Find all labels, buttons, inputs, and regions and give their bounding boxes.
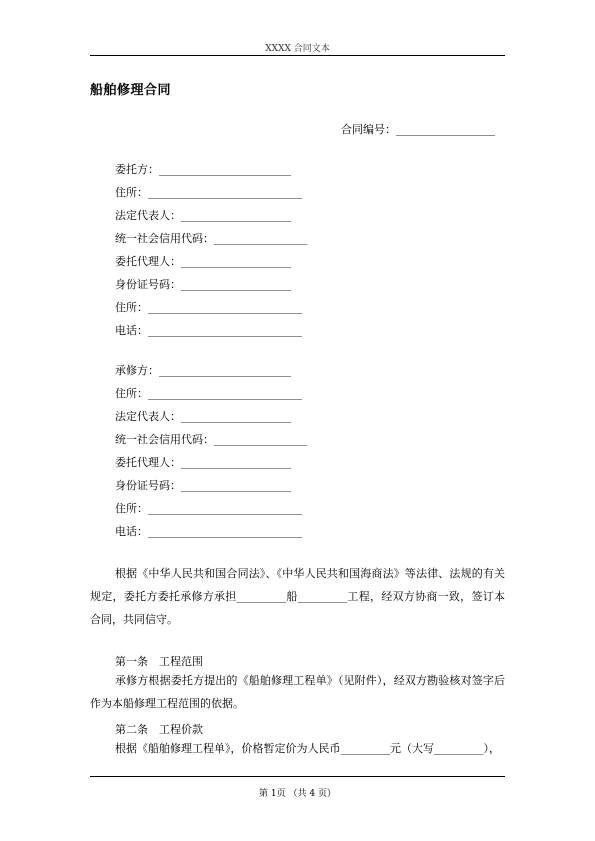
contractor-phone-field: 电话：____________________________ xyxy=(115,525,302,538)
page-header: XXXX 合同文本 xyxy=(265,44,330,54)
contractor-address-field: 住所：____________________________ xyxy=(115,387,302,400)
header-divider xyxy=(90,55,505,56)
footer-divider xyxy=(90,776,505,777)
client-phone-field: 电话：____________________________ xyxy=(115,324,302,337)
article-1-heading: 第一条 工程范围 xyxy=(115,655,203,668)
client-id-field: 身份证号码：____________________ xyxy=(115,278,291,291)
contract-number-field: 合同编号：__________________ xyxy=(341,123,495,136)
contractor-address2-field: 住所：____________________________ xyxy=(115,502,302,515)
intro-paragraph: 根据《中华人民共和国合同法》、《中华人民共和国海商法》等法律、法规的有关规定，委托方委托承修方承担_________船_________工程，经双方协商一致，签订本合同，共同信守。 xyxy=(90,567,505,626)
contractor-legal-rep-field: 法定代表人：____________________ xyxy=(115,410,291,423)
contractor-id-field: 身份证号码：____________________ xyxy=(115,479,291,492)
article-1-body: 承修方根据委托方提出的《船舶修理工程单》（见附件），经双方勘验核对签字后作为本船修理工程范围的依据。 xyxy=(90,674,505,710)
document-title: 船舶修理合同 xyxy=(90,83,172,98)
article-2-heading: 第二条 工程价款 xyxy=(115,723,203,736)
client-legal-rep-field: 法定代表人：____________________ xyxy=(115,209,291,222)
article-2-body: 根据《船舶修理工程单》，价格暂定价为人民币_________元（大写_________）， xyxy=(115,742,500,755)
contractor-credit-code-field: 统一社会信用代码：_________________ xyxy=(115,433,308,446)
client-credit-code-field: 统一社会信用代码：_________________ xyxy=(115,232,308,245)
client-party-field: 委托方：________________________ xyxy=(115,163,291,176)
contractor-agent-field: 委托代理人：____________________ xyxy=(115,456,291,469)
client-agent-field: 委托代理人：____________________ xyxy=(115,255,291,268)
client-address2-field: 住所：____________________________ xyxy=(115,301,302,314)
client-address-field: 住所：____________________________ xyxy=(115,186,302,199)
page-footer: 第 1页 （共 4 页） xyxy=(259,789,336,799)
contractor-party-field: 承修方：________________________ xyxy=(115,364,291,377)
